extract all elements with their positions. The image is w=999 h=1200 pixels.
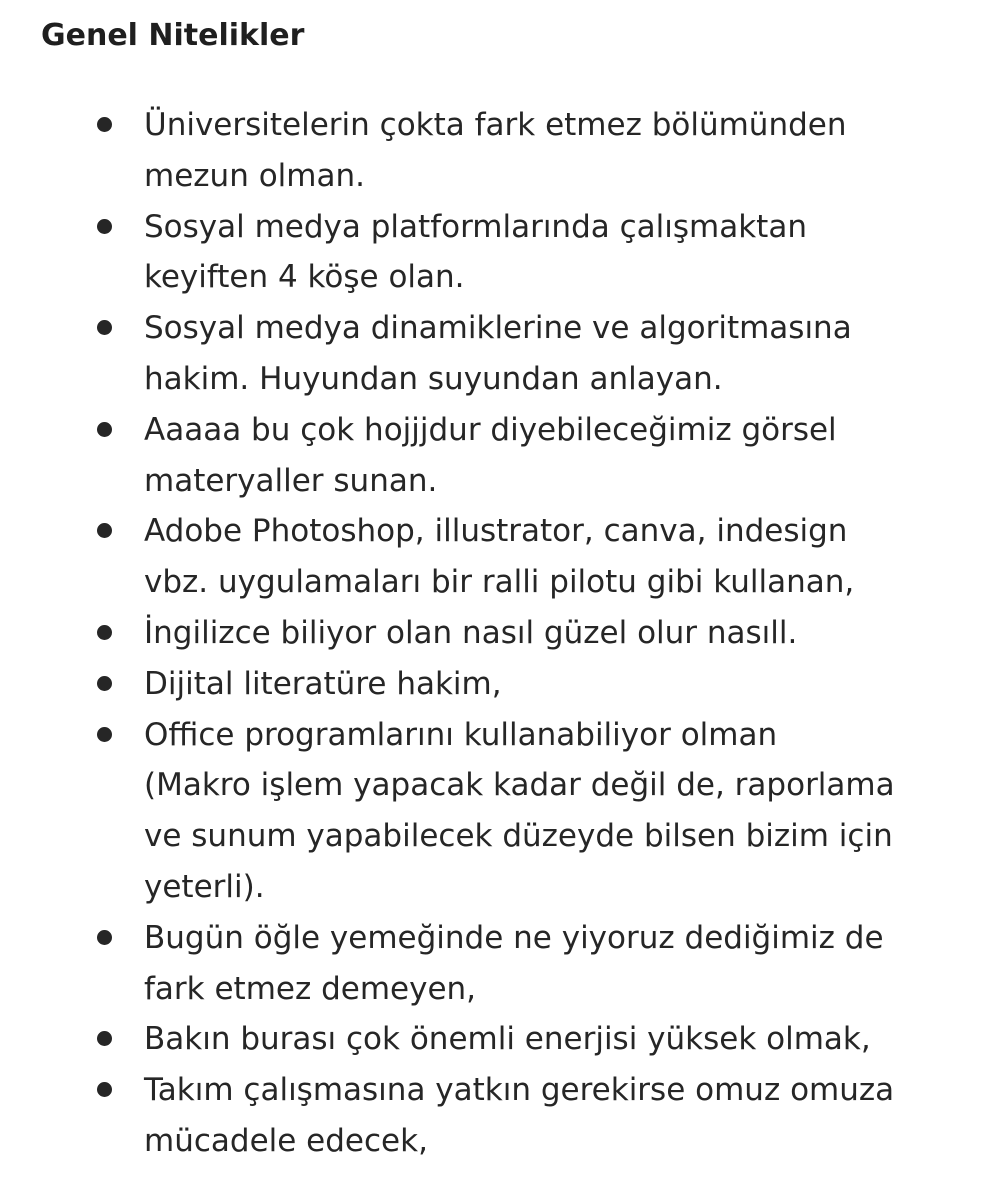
list-item <box>0 913 999 1015</box>
list-item-text: Takım çalışmasına yatkın gerekirse omuz omuza <box>144 1072 895 1109</box>
bullet-icon <box>97 219 112 234</box>
bullet-icon <box>97 117 112 132</box>
list-item <box>0 608 999 659</box>
list-item-text: keyiften 4 köşe olan. <box>144 259 465 296</box>
list-item-text: İngilizce biliyor olan nasıl güzel olur nasıll. <box>144 614 798 651</box>
list-item-text: Sosyal medya platformlarında çalışmaktan <box>144 208 807 245</box>
list-item-text: mücadele edecek, <box>144 1122 428 1159</box>
section-heading: Genel Nitelikler <box>41 18 305 53</box>
list-item <box>0 405 999 507</box>
list-item-text: materyaller sunan. <box>144 462 438 499</box>
list-item-text: vbz. uygulamaları bir ralli pilotu gibi kullanan, <box>144 564 855 601</box>
list-item-text: Bugün öğle yemeğinde ne yiyoruz dediğimiz de <box>144 919 884 956</box>
list-item-text: hakim. Huyundan suyundan anlayan. <box>144 360 723 397</box>
list-item <box>0 202 999 304</box>
list-item <box>0 710 999 913</box>
bullet-icon <box>97 930 112 945</box>
bullet-icon <box>97 320 112 335</box>
list-item <box>0 659 999 710</box>
list-item-text: Bakın burası çok önemli enerjisi yüksek olmak, <box>144 1021 871 1058</box>
bullet-icon <box>97 1031 112 1046</box>
list-item <box>0 100 999 202</box>
bullet-icon <box>97 676 112 691</box>
bullet-icon <box>97 625 112 640</box>
list-item-text: Sosyal medya dinamiklerine ve algoritmasına <box>144 310 852 347</box>
list-item-text: (Makro işlem yapacak kadar değil de, raporlama <box>144 767 895 804</box>
bullet-icon <box>97 1082 112 1097</box>
bullet-icon <box>97 523 112 538</box>
bullet-icon <box>97 422 112 437</box>
qualifications-list <box>0 100 999 1167</box>
list-item-text: yeterli). <box>144 868 265 905</box>
list-item <box>0 506 999 608</box>
list-item-text: Üniversitelerin çokta fark etmez bölümünden <box>144 107 847 143</box>
list-item-text: Aaaaa bu çok hojjjdur diyebileceğimiz görsel <box>144 411 837 448</box>
list-item <box>0 1065 999 1167</box>
list-item <box>0 1014 999 1065</box>
list-item-text: Dijital literatüre hakim, <box>144 665 502 702</box>
list-item-text: ve sunum yapabilecek düzeyde bilsen bizim için <box>144 818 893 855</box>
bullet-icon <box>97 727 112 742</box>
list-item-text: Office programlarını kullanabiliyor olman <box>144 716 778 753</box>
list-item <box>0 303 999 405</box>
list-item-text: mezun olman. <box>144 157 365 194</box>
list-item-text: Adobe Photoshop, illustrator, canva, indesign <box>144 513 848 550</box>
list-item-text: fark etmez demeyen, <box>144 970 477 1007</box>
